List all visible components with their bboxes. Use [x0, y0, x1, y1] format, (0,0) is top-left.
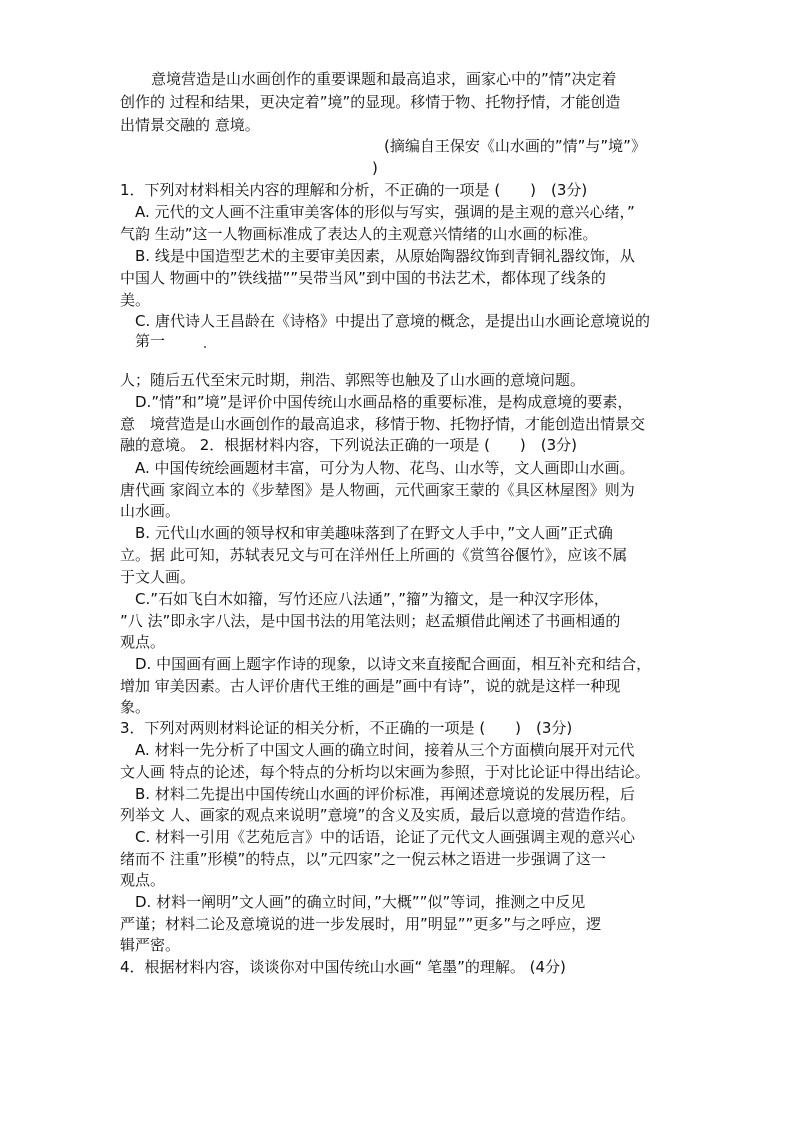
q2-option-c-line-1: C.”石如飞白木如籀，写竹还应八法通”，”籀”为籀文，是一种汉字形体，: [135, 590, 609, 608]
intro-line-1: 意境营造是山水画创作的重要课题和最高追求，画家心中的”情”决定着: [151, 70, 617, 88]
q1-option-d-line-2: 意 境营造是山水画创作的最高追求，移情于物、托物抒情，才能创造出情景交: [120, 415, 646, 433]
q3-option-a-line-1: A. 材料一先分析了中国文人画的确立时间，接着从三个方面横向展开对元代: [135, 741, 635, 759]
q2-option-c-line-2: ”八 法”即永字八法，是中国书法的用笔法则；赵孟頫借此阐述了书画相通的: [120, 612, 621, 630]
q1-option-c-line-1: C. 唐代诗人王昌龄在《诗格》中提出了意境的概念，是提出山水画论意境说的: [135, 312, 651, 330]
q1-option-b-line-3: 美。: [120, 291, 151, 309]
q1-option-c-line-3: 人；随后五代至宋元时期，荆浩、郭熙等也触及了山水画的意境问题。: [120, 371, 586, 389]
q3-option-b-line-1: B. 材料二先提出中国传统山水画的评价标准，再阐述意境说的发展历程，后: [135, 785, 635, 803]
q1-option-c-line-2: 第一: [135, 332, 166, 350]
q2-option-b-line-1: B. 元代山水画的领导权和审美趣味落到了在野文人手中，”文人画”正式确: [135, 524, 613, 542]
q2-option-d-line-1: D. 中国画有画上题字作诗的现象，以诗文来直接配合画面，相互补充和结合，: [135, 655, 652, 673]
q2-option-d-line-2: 增加 审美因素。古人评价唐代王维的画是”画中有诗”，说的就是这样一种现: [120, 677, 621, 695]
q2-option-d-line-3: 象。: [120, 698, 151, 716]
q1-stem: 1．下列对材料相关内容的理解和分析，不正确的一项是 ( ) (3分): [120, 181, 588, 199]
q3-option-a-line-2: 文人画 特点的论述，每个特点的分析均以宋画为参照，于对比论证中得出结论。: [120, 763, 650, 781]
q1-option-b-line-1: B. 线是中国造型艺术的主要审美因素，从原始陶器纹饰到青铜礼器纹饰，从: [135, 247, 635, 265]
q1-option-d-line-1: D.”情”和”境”是评价中国传统山水画品格的重要标准，是构成意境的要素，: [135, 393, 633, 411]
q3-option-d-line-2: 严谨；材料二论及意境说的进一步发展时，用”明显””更多”与之呼应，逻: [120, 915, 602, 933]
q2-option-c-line-3: 观点。: [120, 633, 166, 651]
q2-option-a-line-2: 唐代画 家阎立本的《步辇图》是人物画，元代画家王蒙的《具区林屋图》则为: [120, 481, 635, 499]
q3-option-c-line-1: C. 材料一引用《艺苑卮言》中的话语，论证了元代文人画强调主观的意兴心: [135, 828, 636, 846]
q2-stem: 融的意境。 2．根据材料内容，下列说法正确的一项是 ( ) (3分): [120, 436, 578, 454]
q2-option-a-line-1: A. 中国传统绘画题材丰富，可分为人物、花鸟、山水等，文人画即山水画。: [135, 459, 635, 477]
q2-option-a-line-3: 山水画。: [120, 502, 181, 520]
q1-option-b-line-2: 中国人 物画中的”铁线描””吴带当风”到中国的书法艺术，都体现了线条的: [120, 269, 606, 287]
q3-stem: 3．下列对两则材料论证的相关分析，不正确的一项是 ( ) (3分): [120, 719, 573, 737]
q3-option-d-line-3: 辑严密。: [120, 936, 181, 954]
q1-option-a-line-1: A. 元代的文人画不注重审美客体的形似与写实，强调的是主观的意兴心绪，”: [135, 203, 635, 221]
q2-option-b-line-2: 立。据 此可知，苏轼表兄文与可在洋州任上所画的《赏筜谷偃竹》，应该不属: [120, 546, 628, 564]
source-citation: (摘编自王保安《山水画的”情”与”境”》: [384, 137, 646, 155]
source-citation-close: ): [372, 159, 378, 177]
q1-option-a-line-2: 气韵 生动”这一人物画标准成了表达人的主观意兴情绪的山水画的标准。: [120, 225, 598, 243]
q3-option-d-line-1: D. 材料一阐明”文人画”的确立时间，”大概””似”等词，推测之中反见: [135, 893, 586, 911]
q2-option-b-line-3: 于文人画。: [120, 568, 196, 586]
q3-option-c-line-2: 绪而不 注重”形模”的特点，以”元四家”之一倪云林之语进一步强调了这一: [120, 850, 606, 868]
q4-stem: 4．根据材料内容，谈谈你对中国传统山水画“ 笔墨”的理解。 (4分): [120, 958, 566, 976]
q3-option-c-line-3: 观点。: [120, 871, 166, 889]
stray-dot: [204, 346, 206, 348]
q3-option-b-line-2: 列举文 人、画家的观点来说明”意境”的含义及实质，最后以意境的营造作结。: [120, 806, 636, 824]
intro-line-3: 出情景交融的 意境。: [120, 116, 260, 134]
intro-line-2: 创作的 过程和结果，更决定着”境”的显现。移情于物、托物抒情，才能创造: [120, 93, 621, 111]
